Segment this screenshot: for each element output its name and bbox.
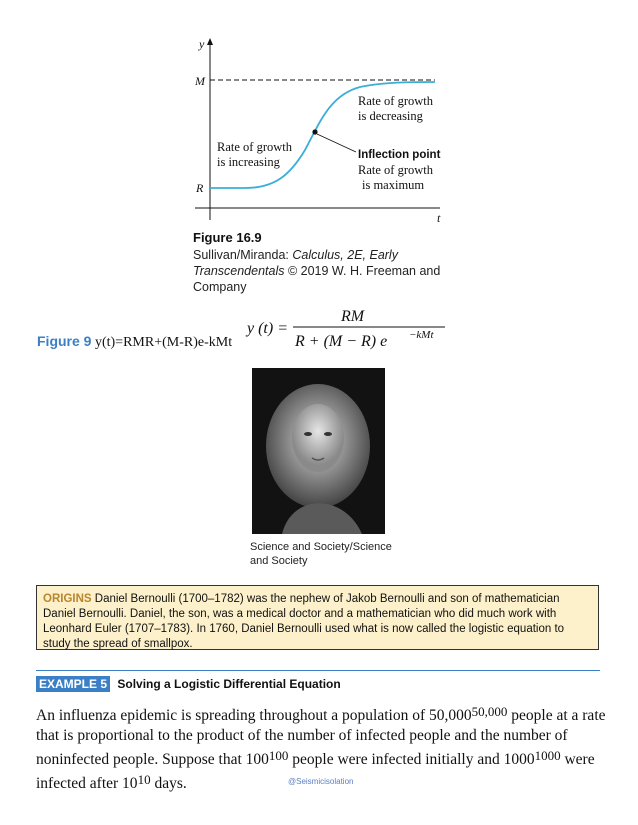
formula-exponent: −kMt: [409, 329, 434, 341]
inflection-point: [312, 129, 317, 134]
top-annotation-2: is decreasing: [358, 109, 423, 123]
y-axis-label: y: [199, 37, 205, 51]
m-label: M: [195, 74, 205, 88]
left-annotation-2: is increasing: [217, 155, 280, 169]
origins-box: [36, 585, 599, 650]
example-body: An influenza epidemic is spreading throughout a population of 50,000$^{50,000}$ people at a rate that is proportional to the product of the number of infected people and the number of noninfected people. Suppose that $100^{100}$ people were infected initially and $1000^{1000}$ were infected after $10^{10}$ days.: [36, 704, 606, 792]
left-annotation-1: Rate of growth: [217, 140, 292, 154]
formula-denominator: R + (M − R) e: [295, 333, 388, 350]
inflection-title: Inflection point: [358, 149, 441, 161]
inflection-leader: [317, 134, 356, 152]
origins-label: ORIGINS: [43, 593, 92, 605]
watermark: @Seismicisolation: [288, 777, 354, 786]
top-annotation-1: Rate of growth: [358, 94, 433, 108]
figure-caption-title: Figure 16.9: [193, 230, 262, 245]
r-label: R: [196, 181, 204, 195]
figure-caption-body: Sullivan/Miranda: Calculus, 2E, Early Transcendentals © 2019 W. H. Freeman and Company: [193, 248, 441, 294]
example-heading: [36, 677, 341, 691]
logistic-graph: [190, 30, 450, 230]
t-axis-label: t: [437, 211, 441, 225]
origins-text: Daniel Bernoulli (1700–1782) was the nephew of Jakob Bernoulli and son of mathematician Daniel Bernoulli. Daniel, the son, was a medical doctor and a mathematician who did much work with Leonhard Euler (1707–1783). In 1760, Daniel Bernoulli used what is now called the logistic equation to study the spread of smallpox.: [43, 593, 565, 650]
formula-lhs: y (t) =: [247, 320, 288, 337]
formula-numerator: RM: [341, 308, 365, 325]
logistic-formula: [245, 303, 565, 353]
portrait-caption: Science and Society/Science and Society: [250, 541, 392, 567]
inflection-body-1: Rate of growth: [358, 163, 433, 177]
figure-9-label: Figure 9: [37, 333, 92, 349]
bernoulli-portrait: [252, 368, 385, 534]
y-axis-arrow-icon: [207, 38, 213, 45]
inflection-body-2: is maximum: [362, 178, 425, 192]
example-badge: EXAMPLE 5: [36, 676, 110, 692]
example-divider: [36, 670, 600, 671]
figure-9-text: y(t)=RMR+(M-R)e-kMt: [94, 335, 233, 350]
figure-9-caption: [37, 333, 232, 351]
example-title: Solving a Logistic Differential Equation: [117, 677, 341, 691]
